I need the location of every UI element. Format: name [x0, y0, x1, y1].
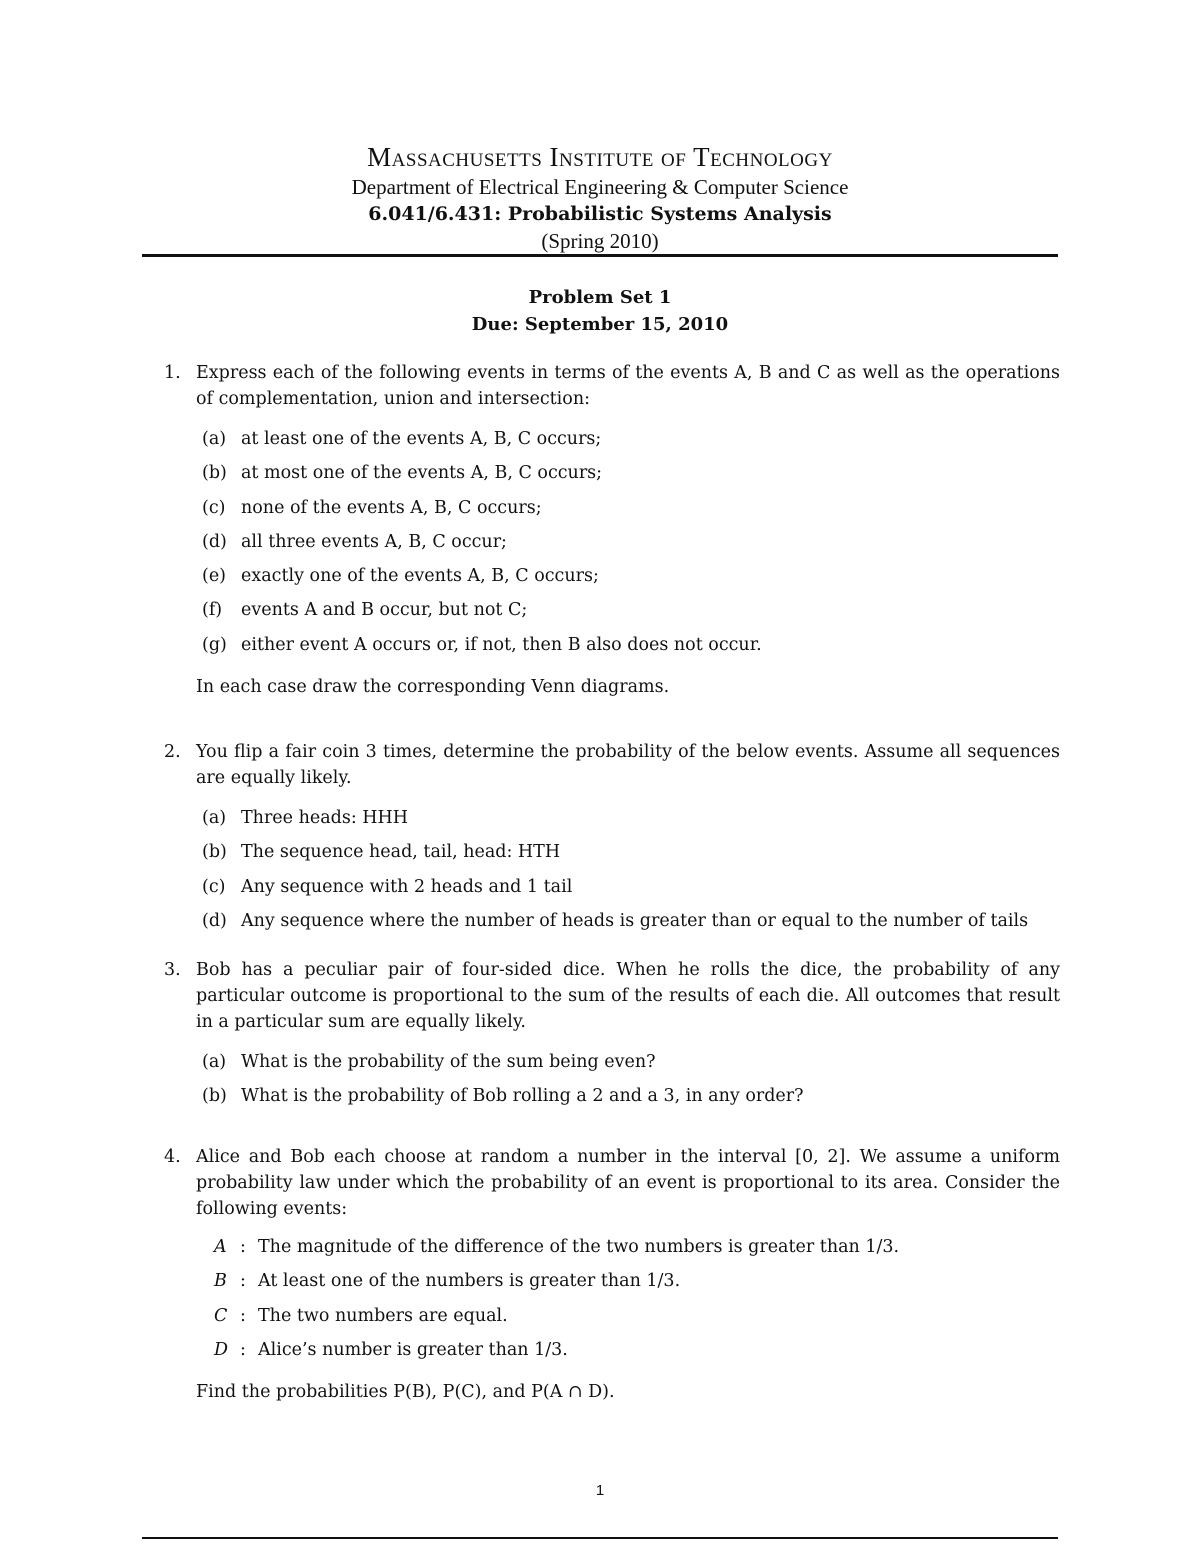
item-text: either event A occurs or, if not, then B also does not occur. [241, 634, 762, 655]
problem-number: 3. [164, 960, 181, 980]
item-text: at most one of the events A, B, C occurs; [241, 463, 603, 484]
problem-note: Find the probabilities P(B), P(C), and P(A ∩ D). [196, 1382, 615, 1403]
problem-number: 1. [164, 363, 181, 383]
event-definitions [214, 1230, 1060, 1367]
event-description: The two numbers are equal. [258, 1305, 508, 1326]
event-description: At least one of the numbers is greater than 1/3. [258, 1271, 681, 1292]
department-name: Department of Electrical Engineering & Computer Science [351, 175, 849, 199]
event-symbol: C [214, 1305, 228, 1326]
item-text: Any sequence where the number of heads is greater than or equal to the number of tails [241, 910, 1029, 931]
item-text: events A and B occur, but not C; [241, 600, 528, 621]
item-text: Three heads: HHH [241, 808, 409, 828]
list-item [202, 593, 1060, 627]
event-description: Alice’s number is greater than 1/3. [258, 1339, 568, 1360]
item-label: (a) [202, 429, 227, 449]
item-text: all three events A, B, C occur; [241, 531, 507, 552]
problem-items [202, 801, 1060, 938]
item-text: at least one of the events A, B, C occurs; [241, 429, 602, 449]
event-definition [214, 1264, 1060, 1298]
document-header [142, 140, 1058, 255]
event-symbol: D [214, 1339, 229, 1360]
event-definition [214, 1299, 1060, 1333]
list-item [202, 904, 1060, 938]
course-title: 6.041/6.431: Probabilistic Systems Analysis [368, 203, 832, 225]
list-item [202, 835, 1060, 869]
problem-text: Express each of the following events in terms of the events A, B and C as well as the operations of complementation, union and intersection: [196, 363, 1060, 409]
item-label: (g) [202, 634, 227, 655]
page-number: 1 [595, 1482, 605, 1499]
list-item [202, 1079, 1060, 1113]
item-text: The sequence head, tail, head: HTH [241, 842, 561, 863]
header-divider [142, 254, 1058, 257]
item-text: What is the probability of the sum being even? [241, 1052, 656, 1072]
problem-set-info [142, 284, 1058, 338]
event-symbol: B [214, 1271, 227, 1292]
item-label: (f) [202, 600, 223, 621]
list-item [202, 525, 1060, 559]
problem-3 [164, 957, 1060, 1114]
list-item [202, 456, 1060, 490]
problem-number: 4. [164, 1147, 181, 1167]
item-label: (d) [202, 531, 227, 552]
institution-name: Massachusetts Institute of Technology [367, 142, 833, 172]
event-definition [214, 1230, 1060, 1264]
list-item [202, 1045, 1060, 1079]
problem-text: You flip a fair coin 3 times, determine the probability of the below events. Assume all sequences are equally likely. [196, 742, 1060, 788]
problem-items [202, 1045, 1060, 1114]
footer-divider [142, 1537, 1058, 1539]
problem-1 [164, 360, 1060, 700]
item-label: (a) [202, 1052, 227, 1072]
event-definition [214, 1333, 1060, 1367]
definition-colon: : [240, 1237, 246, 1257]
event-description: The magnitude of the difference of the two numbers is greater than 1/3. [258, 1237, 900, 1257]
list-item [202, 559, 1060, 593]
item-label: (a) [202, 808, 227, 828]
problem-note: In each case draw the corresponding Venn diagrams. [196, 677, 670, 698]
item-label: (d) [202, 910, 227, 931]
course-term: (Spring 2010) [541, 229, 659, 253]
problem-2 [164, 739, 1060, 938]
item-label: (b) [202, 1086, 227, 1107]
item-label: (c) [202, 876, 226, 897]
list-item [202, 491, 1060, 525]
definition-colon: : [240, 1339, 246, 1360]
item-text: What is the probability of Bob rolling a 2 and a 3, in any order? [241, 1086, 804, 1107]
item-text: none of the events A, B, C occurs; [241, 497, 542, 518]
item-label: (b) [202, 842, 227, 863]
item-text: Any sequence with 2 heads and 1 tail [241, 876, 573, 897]
list-item [202, 628, 1060, 662]
problem-4 [164, 1144, 1060, 1405]
problem-items [202, 422, 1060, 662]
item-text: exactly one of the events A, B, C occurs; [241, 566, 599, 587]
list-item [202, 870, 1060, 904]
problem-number: 2. [164, 742, 181, 762]
item-label: (c) [202, 497, 226, 518]
list-item [202, 422, 1060, 456]
event-symbol: A [214, 1237, 227, 1257]
definition-colon: : [240, 1305, 246, 1326]
list-item [202, 801, 1060, 835]
definition-colon: : [240, 1271, 246, 1292]
problem-text: Bob has a peculiar pair of four-sided dice. When he rolls the dice, the probability of any particular outcome is proportional to the sum of the results of each die. All outcomes that result in a particular sum are equally likely. [196, 960, 1060, 1032]
item-label: (e) [202, 566, 227, 587]
item-label: (b) [202, 463, 227, 484]
problem-set-due-date: Due: September 15, 2010 [471, 314, 729, 335]
problem-text: Alice and Bob each choose at random a number in the interval [0, 2]. We assume a uniform probability law under which the probability of an event is proportional to its area. Consider the following events: [196, 1147, 1060, 1219]
problem-set-title: Problem Set 1 [528, 287, 672, 308]
